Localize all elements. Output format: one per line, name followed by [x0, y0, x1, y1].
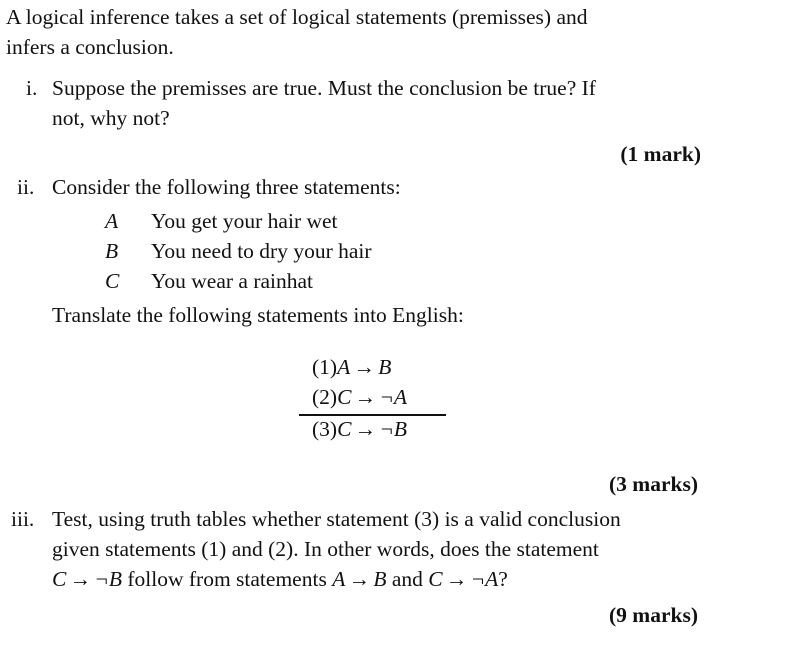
expr-3-rhs: ¬A	[470, 567, 499, 591]
question-iii-number: iii.	[11, 507, 35, 531]
statement-b-letter: B	[105, 239, 119, 263]
question-iii-line-1: Test, using truth tables whether statement (3) is a valid conclusion	[52, 507, 621, 531]
expr-3-arrow: →	[445, 567, 468, 591]
statement-b-text: You need to dry your hair	[151, 239, 372, 263]
statement-c-text: You wear a rainhat	[151, 269, 314, 293]
formula-2	[312, 382, 407, 412]
expr-1-lhs: C	[52, 567, 67, 591]
line-3-end: ?	[498, 567, 508, 591]
line-3-text-2: and	[386, 567, 429, 591]
statement-a-letter: A	[105, 209, 119, 233]
expr-2-lhs: A	[332, 567, 346, 591]
line-3-text-1: follow from statements	[122, 567, 333, 591]
question-iii-line-2: given statements (1) and (2). In other words, does the statement	[52, 537, 599, 561]
question-ii-intro: Consider the following three statements:	[52, 175, 401, 199]
expr-1-arrow: →	[69, 567, 92, 591]
expr-1-rhs: ¬B	[94, 567, 122, 591]
formula-2-number: (2)	[312, 385, 338, 409]
formula-1-number: (1)	[312, 355, 338, 379]
formula-2-arrow: →	[354, 385, 377, 409]
formula-3-rhs: ¬B	[379, 417, 408, 441]
question-iii-marks: (9 marks)	[609, 603, 698, 627]
question-i-line-2: not, why not?	[52, 106, 170, 130]
question-i-number: i.	[26, 76, 38, 100]
expr-3-lhs: C	[428, 567, 443, 591]
translate-instruction: Translate the following statements into English:	[52, 303, 464, 327]
formula-2-rhs: ¬A	[379, 385, 408, 409]
question-ii-marks: (3 marks)	[609, 472, 698, 496]
statement-c-letter: C	[105, 269, 120, 293]
formula-1	[312, 352, 391, 382]
formula-3	[312, 414, 407, 444]
question-i-line-1: Suppose the premisses are true. Must the conclusion be true? If	[52, 76, 596, 100]
formula-3-number: (3)	[312, 417, 338, 441]
formula-2-lhs: C	[337, 385, 352, 409]
intro-line-2: infers a conclusion.	[6, 35, 174, 59]
formula-1-arrow: →	[353, 355, 375, 379]
question-i-marks: (1 mark)	[620, 142, 701, 166]
statement-a-text: You get your hair wet	[151, 209, 338, 233]
question-ii-number: ii.	[17, 175, 35, 199]
formula-3-lhs: C	[337, 417, 352, 441]
formula-1-rhs: B	[378, 355, 392, 379]
expr-2-arrow: →	[348, 567, 371, 591]
intro-line-1: A logical inference takes a set of logical statements (premisses) and	[6, 5, 588, 29]
expr-2-rhs: B	[373, 567, 387, 591]
formula-1-lhs: A	[337, 355, 351, 379]
formula-3-arrow: →	[354, 417, 377, 441]
question-iii-line-3	[52, 564, 508, 594]
